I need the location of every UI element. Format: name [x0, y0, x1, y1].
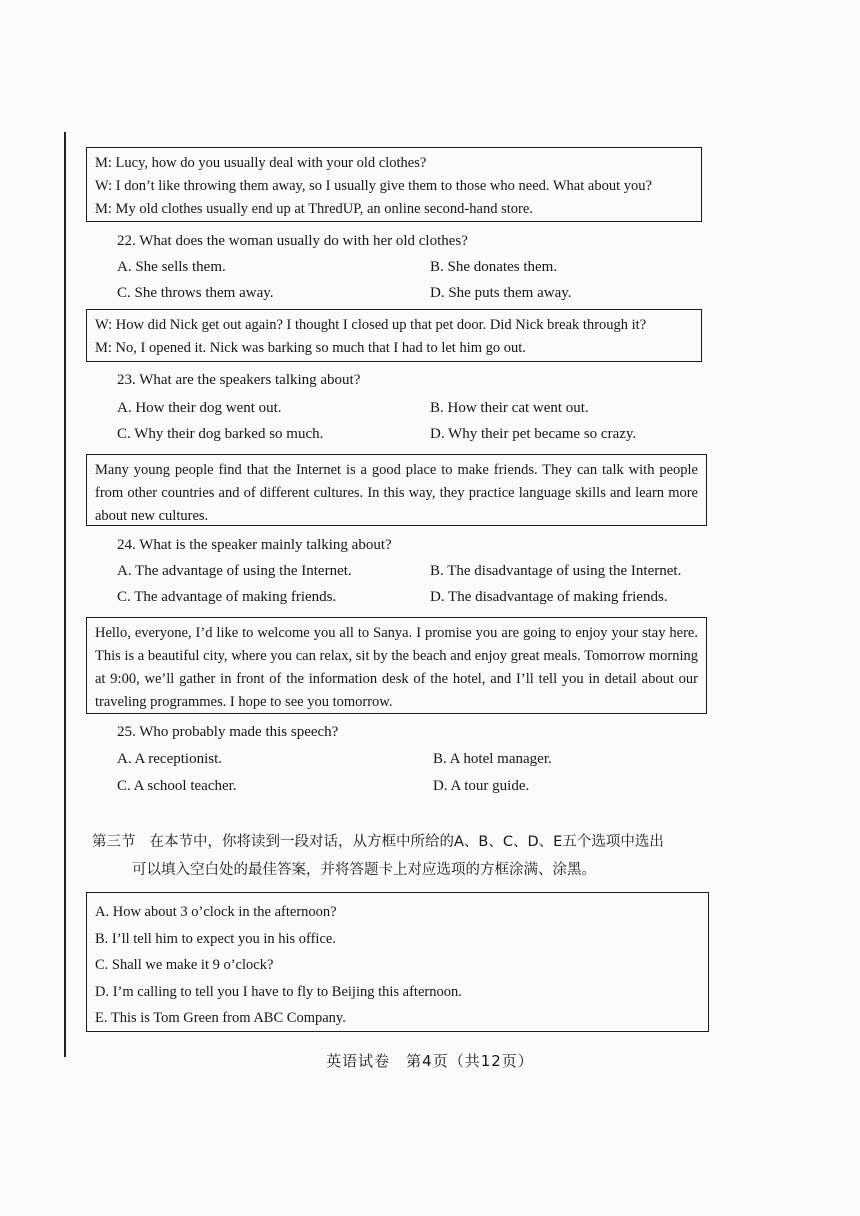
dialogue-line: M: Lucy, how do you usually deal with your old clothes?: [95, 155, 427, 171]
dialogue-box-23: [86, 309, 702, 362]
passage-box-25: [86, 617, 707, 714]
section-3-instructions: [92, 828, 732, 884]
option-22-b: B. She donates them.: [430, 259, 558, 275]
option-22-a: A. She sells them.: [117, 259, 226, 275]
option-24-c: C. The advantage of making friends.: [117, 589, 337, 605]
option-25-d: D. A tour guide.: [433, 778, 530, 794]
option-23-c: C. Why their dog barked so much.: [117, 426, 324, 442]
choice-c: C. Shall we make it 9 o’clock?: [95, 957, 274, 973]
choices-box: [86, 892, 709, 1032]
question-22: 22. What does the woman usually do with her old clothes?: [117, 233, 468, 249]
choice-a: A. How about 3 o’clock in the afternoon?: [95, 904, 337, 920]
option-22-c: C. She throws them away.: [117, 285, 274, 301]
option-25-c: C. A school teacher.: [117, 778, 237, 794]
option-25-a: A. A receptionist.: [117, 751, 222, 767]
dialogue-line: W: I don’t like throwing them away, so I usually give them to those who need. What about you?: [95, 178, 652, 194]
question-24: 24. What is the speaker mainly talking about?: [117, 537, 392, 553]
option-24-b: B. The disadvantage of using the Internet.: [430, 563, 682, 579]
binding-margin-line: [64, 132, 66, 1057]
question-25: 25. Who probably made this speech?: [117, 724, 339, 740]
section-instruction-line: 在本节中，你将读到一段对话，从方框中所给的A、B、C、D、E五个选项中选出: [149, 834, 664, 850]
passage-text: Many young people find that the Internet is a good place to make friends. They can talk with people from other countries and of different cultures. In this way, they practice language skills and learn more about new cultures.: [95, 462, 698, 524]
option-25-b: B. A hotel manager.: [433, 751, 552, 767]
option-24-a: A. The advantage of using the Internet.: [117, 563, 352, 579]
passage-text: Hello, everyone, I’d like to welcome you all to Sanya. I promise you are going to enjoy your stay here. This is a beautiful city, where you can relax, sit by the beach and enjoy great meals. Tomorrow morning at 9:00, we’ll gather in front of the information desk of the hotel, and I’ll tell you in detail about our traveling programmes. I hope to see you tomorrow.: [95, 625, 698, 710]
choice-d: D. I’m calling to tell you I have to fly to Beijing this afternoon.: [95, 983, 462, 1000]
option-23-a: A. How their dog went out.: [117, 400, 282, 416]
option-24-d: D. The disadvantage of making friends.: [430, 589, 668, 605]
option-22-d: D. She puts them away.: [430, 285, 572, 301]
passage-box-24: [86, 454, 707, 526]
option-23-d: D. Why their pet became so crazy.: [430, 426, 637, 442]
question-23: 23. What are the speakers talking about?: [117, 372, 361, 388]
dialogue-box-22: [86, 147, 702, 222]
dialogue-line: M: My old clothes usually end up at ThredUP, an online second-hand store.: [95, 201, 533, 217]
option-23-b: B. How their cat went out.: [430, 400, 589, 416]
section-instruction-line: 可以填入空白处的最佳答案，并将答题卡上对应选项的方框涂满、涂黑。: [132, 862, 596, 878]
section-label: 第三节: [92, 834, 136, 850]
dialogue-line: W: How did Nick get out again? I thought I closed up that pet door. Did Nick break through it?: [95, 317, 647, 333]
page-footer: 英语试卷 第4页（共12页）: [326, 1052, 534, 1070]
choice-e: E. This is Tom Green from ABC Company.: [95, 1010, 346, 1026]
choice-b: B. I’ll tell him to expect you in his office.: [95, 930, 336, 947]
dialogue-line: M: No, I opened it. Nick was barking so much that I had to let him go out.: [95, 340, 526, 356]
